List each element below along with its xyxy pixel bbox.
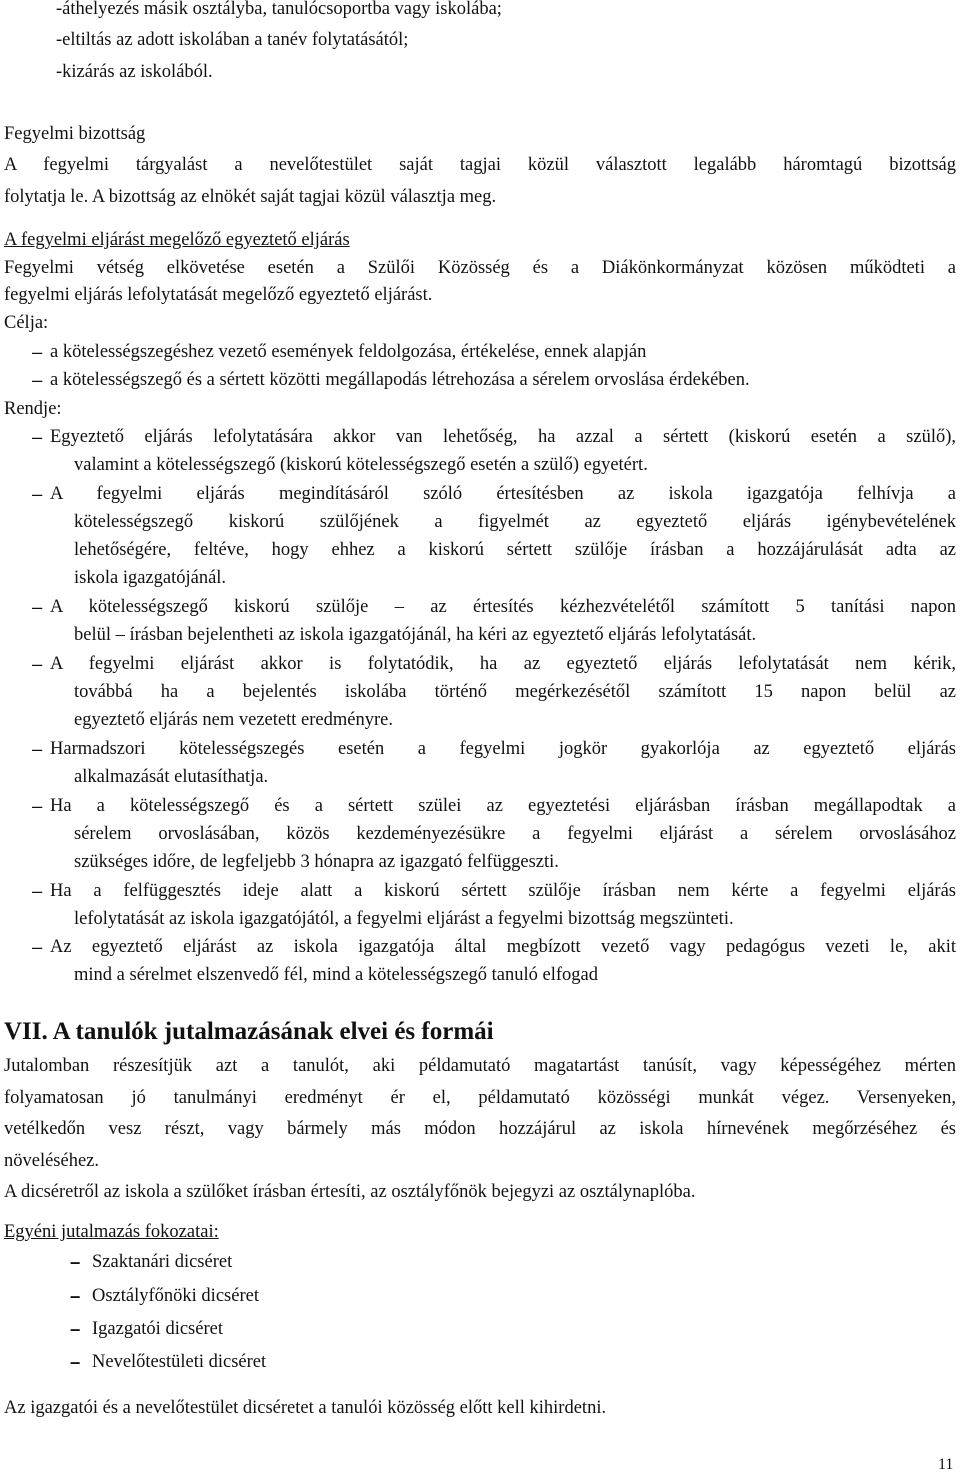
conciliation-intro-line: Fegyelmi vétség elkövetése esetén a Szülői Közösség és a Diákönkormányzat közösen működteti a [4, 258, 956, 278]
rule-line: A kötelességszegő kiskorú szülője – az értesítés kézhezvételétől számított 5 tanítási napon [50, 597, 956, 617]
dash-bullet: – [70, 1251, 81, 1272]
rule-line: alkalmazását elutasíthatja. [74, 767, 269, 787]
list-item: -áthelyezés másik osztályba, tanulócsoportba vagy iskolába; [56, 0, 502, 19]
section-heading: VII. A tanulók jutalmazásának elvei és formái [4, 1018, 494, 1045]
dash-bullet: – [32, 738, 43, 759]
rule-line: Egyeztető eljárás lefolytatására akkor van lehetőség, ha azzal a sértett (kiskorú esetén a szülő), [50, 427, 956, 447]
rule-line: belül – írásban bejelentheti az iskola igazgatójánál, ha kéri az egyeztető eljárás lefolytatását. [74, 625, 757, 645]
section-para-line: növeléséhez. [4, 1151, 100, 1171]
goal-item: a kötelességszegő és a sértett közötti megállapodás létrehozása a sérelem orvoslása érdekében. [50, 370, 750, 390]
rule-line: Ha a kötelességszegő és a sértett szülei az egyeztetési eljárásban írásban megállapodtak a [50, 796, 956, 816]
page-number: 11 [938, 1456, 954, 1473]
goal-item: a kötelességszegéshez vezető események feldolgozása, értékelése, ennek alapján [50, 342, 647, 362]
level-item: Nevelőtestületi dicséret [92, 1352, 267, 1372]
notice-text: A dicséretről az iskola a szülőket írásban értesíti, az osztályfőnök bejegyzi az osztálynaplóba. [4, 1182, 696, 1202]
section-para-line: folyamatosan jó tanulmányi eredményt ér el, példamutató közösségi munkát végez. Versenyeken, [4, 1088, 956, 1108]
rule-line: A fegyelmi eljárást akkor is folytatódik, ha az egyeztető eljárás lefolytatását nem kérik, [50, 654, 956, 674]
dash-bullet: – [32, 936, 43, 957]
dash-bullet: – [70, 1318, 81, 1339]
committee-line: folytatja le. A bizottság az elnökét saját tagjai közül választja meg. [4, 187, 497, 207]
committee-title: Fegyelmi bizottság [4, 124, 146, 144]
rule-line: egyeztető eljárás nem vezetett eredményre. [74, 710, 393, 730]
rule-line: Az egyeztető eljárást az iskola igazgatója által megbízott vezető vagy pedagógus vezeti le, akit [50, 937, 956, 957]
list-item: -kizárás az iskolából. [56, 62, 213, 82]
rule-line: lehetőségére, feltéve, hogy ehhez a kiskorú sértett szülője írásban a hozzájárulását adta az [74, 540, 956, 560]
rule-line: továbbá ha a bejelentés iskolába történő megérkezésétől számított 15 napon belül az [74, 682, 956, 702]
list-item: -eltiltás az adott iskolában a tanév folytatásától; [56, 30, 409, 50]
section-para-line: vetélkedőn vesz részt, vagy bármely más módon hozzájárul az iskola hírnevének megőrzéséhez és [4, 1119, 956, 1139]
rule-line: A fegyelmi eljárás megindításáról szóló értesítésben az iskola igazgatója felhívja a [50, 484, 956, 504]
rule-line: sérelem orvoslásában, közös kezdeményezésükre a fegyelmi eljárást a sérelem orvoslásához [74, 824, 956, 844]
level-item: Szaktanári dicséret [92, 1252, 233, 1272]
dash-bullet: – [70, 1351, 81, 1372]
level-item: Osztályfőnöki dicséret [92, 1286, 259, 1306]
dash-bullet: – [32, 426, 43, 447]
conciliation-intro-line: fegyelmi eljárás lefolytatását megelőző egyeztető eljárást. [4, 285, 433, 305]
dash-bullet: – [32, 653, 43, 674]
rule-line: Harmadszori kötelességszegés esetén a fegyelmi jogkör gyakorlója az egyeztető eljárás [50, 739, 956, 759]
rule-line: lefolytatását az iskola igazgatójától, a fegyelmi eljárást a fegyelmi bizottság megszünteti. [74, 909, 734, 929]
closing-text: Az igazgatói és a nevelőtestület dicséretet a tanulói közösség előtt kell kihirdetni. [4, 1398, 607, 1418]
dash-bullet: – [32, 880, 43, 901]
rule-line: kötelességszegő kiskorú szülőjének a figyelmét az egyeztető eljárás igénybevételének [74, 512, 956, 532]
level-item: Igazgatói dicséret [92, 1319, 223, 1339]
section-para-line: Jutalomban részesítjük azt a tanulót, aki példamutató magatartást tanúsít, vagy képességéhez mérten [4, 1056, 956, 1076]
rule-line: valamint a kötelességszegő (kiskorú kötelességszegő esetén a szülő) egyetért. [74, 455, 648, 475]
dash-bullet: – [32, 483, 43, 504]
rule-line: Ha a felfüggesztés ideje alatt a kiskorú sértett szülője írásban nem kérte a fegyelmi eljárás [50, 881, 956, 901]
dash-bullet: – [70, 1285, 81, 1306]
goal-label: Célja: [4, 313, 49, 333]
rule-line: mind a sérelmet elszenvedő fél, mind a kötelességszegő tanuló elfogad [74, 965, 598, 985]
rule-line: szükséges időre, de legfeljebb 3 hónapra az igazgató felfüggeszti. [74, 852, 559, 872]
dash-bullet: – [32, 795, 43, 816]
rules-label: Rendje: [4, 399, 62, 419]
dash-bullet: – [32, 596, 43, 617]
dash-bullet: – [32, 341, 43, 362]
rule-line: iskola igazgatójánál. [74, 568, 227, 588]
levels-title: Egyéni jutalmazás fokozatai: [4, 1222, 219, 1242]
conciliation-title: A fegyelmi eljárást megelőző egyeztető eljárás [4, 230, 350, 250]
committee-line: A fegyelmi tárgyalást a nevelőtestület saját tagjai közül választott legalább háromtagú bizottság [4, 155, 956, 175]
dash-bullet: – [32, 369, 43, 390]
